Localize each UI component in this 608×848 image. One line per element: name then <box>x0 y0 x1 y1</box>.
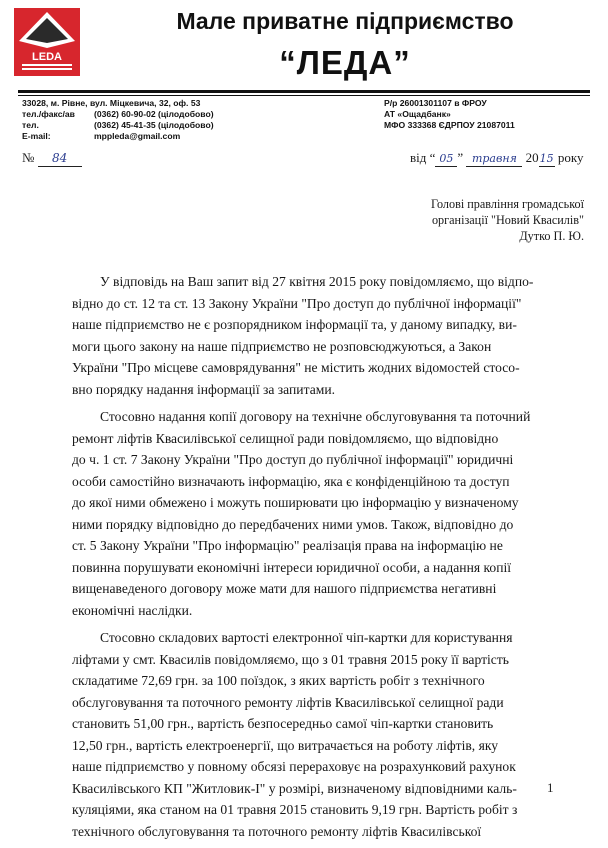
addressee-line: Голові правління громадської <box>431 197 584 211</box>
body-line: становить 51,00 грн., вартість безпосередньо самої чіп-картки становить <box>72 716 494 731</box>
bank-codes: МФО 333368 ЄДРПОУ 21087011 <box>384 120 515 130</box>
body-line: до ч. 1 ст. 7 Закону України "Про доступ до публічної інформації" юридичні <box>72 452 514 467</box>
date-year-prefix: 20 <box>525 150 539 165</box>
addressee-line: Дутко П. Ю. <box>519 229 584 243</box>
body-line: вищенаведеного договору може мати для нашого підприємства негативні <box>72 581 497 596</box>
body-line: ліфтами у смт. Квасилів повідомляємо, що з 01 травня 2015 року її вартість <box>72 651 509 667</box>
address-text: 33028, м. Рівне, вул. Міцкевича, 32, оф. 53 <box>22 98 201 108</box>
body-line: економічні наслідки. <box>72 602 193 618</box>
date-month: травня <box>471 152 517 165</box>
body-line: ремонт ліфтів Квасилівської селищної ради повідомляємо, що відповідно <box>72 430 499 446</box>
date-day: 05 <box>439 152 454 165</box>
addressee-block <box>431 196 584 244</box>
fax-row <box>22 109 214 120</box>
body-line: наше підприємство у повному обсязі перераховує на розрахунковий рахунок <box>72 759 516 774</box>
phone-row <box>22 120 214 131</box>
date-year-field <box>539 150 555 167</box>
page-number: 1 <box>547 780 554 795</box>
header-rule-thin <box>18 95 590 96</box>
logo-text: LEDA <box>32 51 62 63</box>
header-rule <box>18 90 590 93</box>
date-day-field <box>435 150 457 167</box>
date-suffix: року <box>554 150 584 165</box>
body-line: особи самостійно визначають інформацію, яка є конфіденційною та доступ <box>72 473 510 489</box>
body-line: обслуговування та поточного ремонту ліфтів Квасилівської селищної ради <box>72 694 504 710</box>
body-line: У відповідь на Ваш запит від 27 квітня 2015 року повідомляємо, що відпо- <box>100 274 534 289</box>
email-row <box>22 131 214 142</box>
email-label: E-mail: <box>22 131 51 141</box>
letter-number <box>22 150 82 167</box>
body-line: наше підприємство не є розпорядником інформації та, у даному випадку, ви- <box>72 317 517 332</box>
body-line: України "Про місцеве самоврядування" не містить жодних відомостей стосо- <box>72 360 520 375</box>
number-prefix: № <box>22 150 35 165</box>
contact-requisites <box>22 98 214 142</box>
body-line: Квасилівського КП "Житловик-І" у розмірі, визначеному відповідними каль- <box>72 780 517 796</box>
address-row <box>22 98 214 109</box>
body-line: повинна порушувати економічні інтереси юридичної особи, а надання копії <box>72 559 512 575</box>
addressee-line: організації "Новий Квасилів" <box>431 213 584 227</box>
bank-requisites <box>384 98 515 131</box>
body-line: технічного обслуговування та поточного ремонту ліфтів Квасилівської <box>72 823 482 839</box>
company-short-name: “ЛЕДА” <box>279 44 411 81</box>
number-value: 84 <box>52 151 68 165</box>
email-value: mppleda@gmail.com <box>94 131 181 141</box>
body-line: складатиме 72,69 грн. за 100 поїздок, з яких вартість робіт з технічного <box>72 673 485 688</box>
body-line: ст. 5 Закону України "Про інформацію" реалізація права на інформацію не <box>72 538 503 553</box>
leda-logo <box>14 8 80 76</box>
letter-date <box>410 150 584 167</box>
date-year: 15 <box>539 152 554 165</box>
date-mid: ” <box>457 150 464 165</box>
fax-label: тел./факс/ав <box>22 109 75 119</box>
bank-name: АТ «Ощадбанк» <box>384 109 451 119</box>
phone-value: (0362) 45-41-35 (цілодобово) <box>94 120 214 130</box>
phone-label: тел. <box>22 120 39 130</box>
date-prefix: від “ <box>410 150 436 165</box>
body-line: Стосовно складових вартості електронної чіп-картки для користування <box>100 630 513 645</box>
body-line: Стосовно надання копії договору на технічне обслуговування та поточний <box>100 409 531 424</box>
body-line: ними порядку відповідно до передбачених ними умов. Також, відповідно до <box>72 516 514 532</box>
company-name: Мале приватне підприємство <box>176 8 514 34</box>
fax-value: (0362) 60-90-02 (цілодобово) <box>94 109 214 119</box>
body-line: до якої ними обмежено і можуть поширювати цю інформацію у визначеному <box>72 495 519 510</box>
body-line: відно до ст. 12 та ст. 13 Закону України "Про доступ до публічної інформації" <box>72 295 522 311</box>
bank-account: Р/р 26001301107 в ФРОУ <box>384 98 487 108</box>
date-month-field <box>466 150 522 167</box>
number-field <box>38 150 82 167</box>
letter-body <box>72 271 562 842</box>
body-line: вно порядку надання інформації за запитами. <box>72 381 336 397</box>
body-line: моги цього закону на наше підприємство не розповсюджуються, а Закон <box>72 338 492 354</box>
body-line: куляціями, яка станом на 01 травня 2015 становить 9,19 грн. Вартість робіт з <box>72 802 518 817</box>
body-line: 12,50 грн., вартість електроенергії, що витрачається на роботу ліфтів, яку <box>72 737 499 753</box>
